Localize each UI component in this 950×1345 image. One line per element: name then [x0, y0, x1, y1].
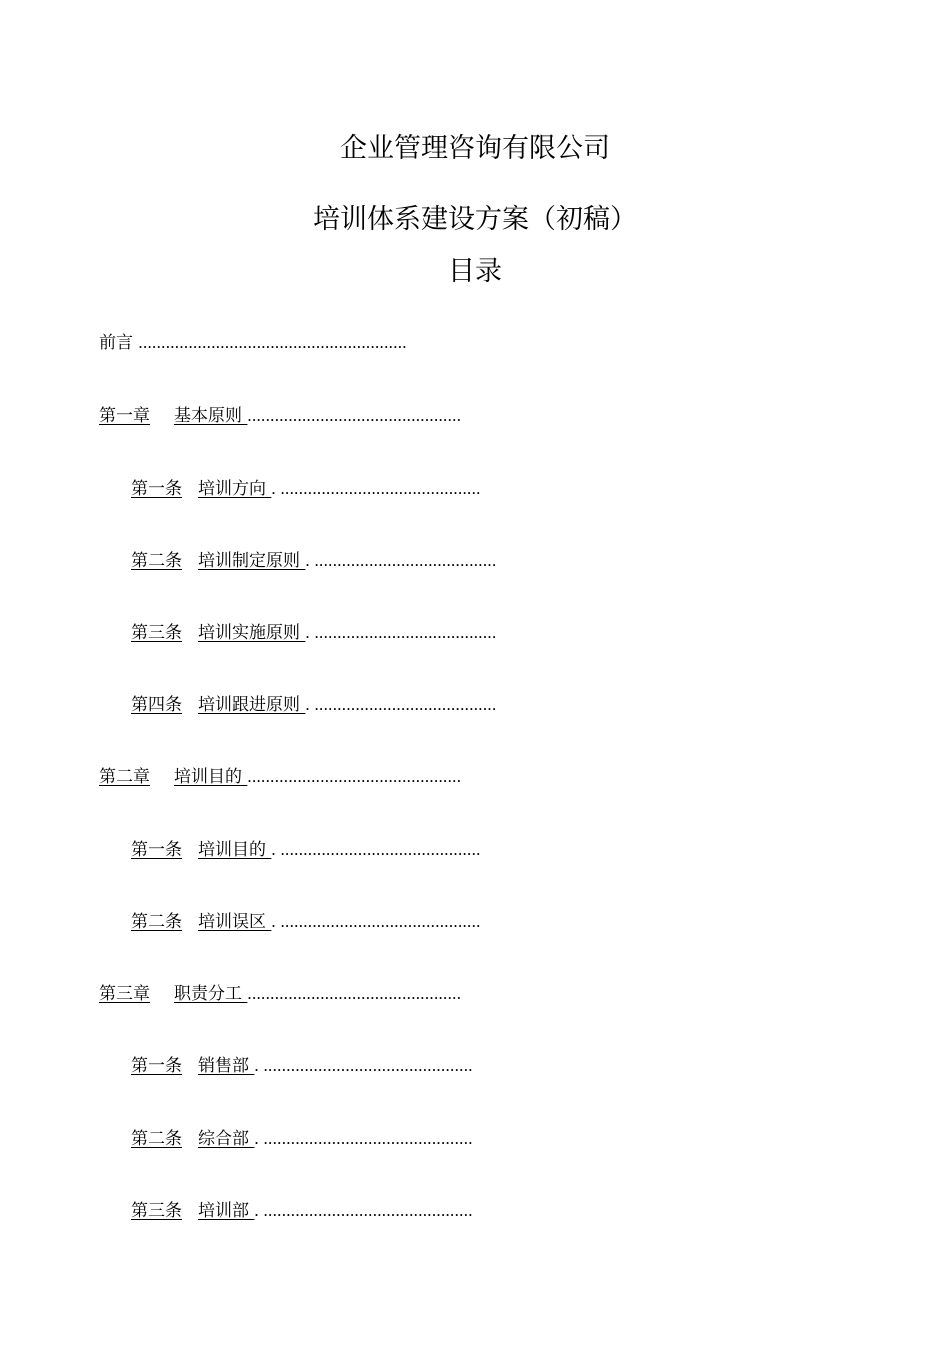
toc-entry-link[interactable] [131, 551, 305, 571]
toc-leader-dots: . ........................................ [305, 695, 497, 714]
toc-leader-dots: . .............................................. [254, 1056, 473, 1075]
toc-leader-dots: . .............................................. [254, 1129, 473, 1148]
toc-entry-article[interactable] [131, 621, 497, 645]
toc-entry-article[interactable] [131, 1127, 473, 1151]
toc-entry-link[interactable] [99, 767, 247, 787]
toc-leader-dots: ............................................... [247, 406, 462, 425]
toc-entry-article[interactable] [131, 1054, 473, 1078]
toc-entry-link[interactable] [131, 623, 305, 643]
toc-leader-dots: . ............................................ [271, 912, 481, 931]
toc-entry-title: 培训误区 [198, 912, 266, 932]
document-title: 培训体系建设方案（初稿） [313, 204, 637, 235]
toc-entry-article[interactable] [131, 549, 497, 573]
toc-entry-number: 第二条 [131, 1129, 182, 1149]
toc-entry-number: 第一条 [131, 1056, 182, 1076]
toc-entry-link[interactable] [131, 479, 271, 499]
toc-entry-number: 第一章 [99, 406, 150, 426]
toc-entry-title: 培训跟进原则 [198, 695, 300, 715]
toc-preface-label: 前言 [99, 333, 133, 353]
toc-entry-article[interactable] [131, 1199, 473, 1223]
toc-entry-chapter-2[interactable] [99, 765, 461, 789]
toc-entry-link[interactable] [99, 984, 247, 1004]
toc-leader-dots: . ........................................ [305, 551, 497, 570]
toc-entry-title: 培训目的 [174, 767, 242, 787]
toc-leader-dots: . ............................................ [271, 840, 481, 859]
toc-entry-title: 培训部 [198, 1201, 249, 1221]
toc-entry-link[interactable] [99, 406, 247, 426]
toc-entry-title: 培训制定原则 [198, 551, 300, 571]
toc-leader-dots: . ........................................ [305, 623, 497, 642]
toc-entry-preface[interactable] [99, 331, 407, 355]
toc-entry-title: 销售部 [198, 1056, 249, 1076]
toc-entry-article[interactable] [131, 838, 481, 862]
toc-entry-article[interactable] [131, 477, 481, 501]
toc-leader-dots: ........................................................... [138, 333, 407, 352]
toc-entry-link[interactable] [131, 912, 271, 932]
toc-entry-chapter-3[interactable] [99, 982, 461, 1006]
toc-entry-article[interactable] [131, 910, 481, 934]
toc-entry-chapter-1[interactable] [99, 404, 461, 428]
toc-entry-title: 培训目的 [198, 840, 266, 860]
toc-entry-number: 第一条 [131, 840, 182, 860]
toc-leader-dots: . ............................................ [271, 479, 481, 498]
toc-leader-dots: . .............................................. [254, 1201, 473, 1220]
toc-heading: 目录 [448, 256, 502, 287]
toc-entry-title: 综合部 [198, 1129, 249, 1149]
toc-leader-dots: ............................................... [247, 984, 462, 1003]
toc-leader-dots: ............................................... [247, 767, 462, 786]
toc-entry-number: 第二条 [131, 551, 182, 571]
toc-entry-number: 第三条 [131, 623, 182, 643]
toc-entry-article[interactable] [131, 693, 497, 717]
company-name: 企业管理咨询有限公司 [340, 133, 610, 164]
toc-entry-number: 第一条 [131, 479, 182, 499]
toc-entry-title: 职责分工 [174, 984, 242, 1004]
toc-entry-number: 第二章 [99, 767, 150, 787]
toc-entry-link[interactable] [131, 1056, 254, 1076]
toc-entry-link[interactable] [131, 695, 305, 715]
toc-entry-link[interactable] [131, 840, 271, 860]
toc-entry-link[interactable] [131, 1129, 254, 1149]
toc-entry-number: 第二条 [131, 912, 182, 932]
toc-entry-title: 培训实施原则 [198, 623, 300, 643]
toc-entry-number: 第三章 [99, 984, 150, 1004]
toc-entry-link[interactable] [131, 1201, 254, 1221]
toc-entry-title: 培训方向 [198, 479, 266, 499]
toc-entry-title: 基本原则 [174, 406, 242, 426]
toc-entry-number: 第三条 [131, 1201, 182, 1221]
toc-entry-number: 第四条 [131, 695, 182, 715]
